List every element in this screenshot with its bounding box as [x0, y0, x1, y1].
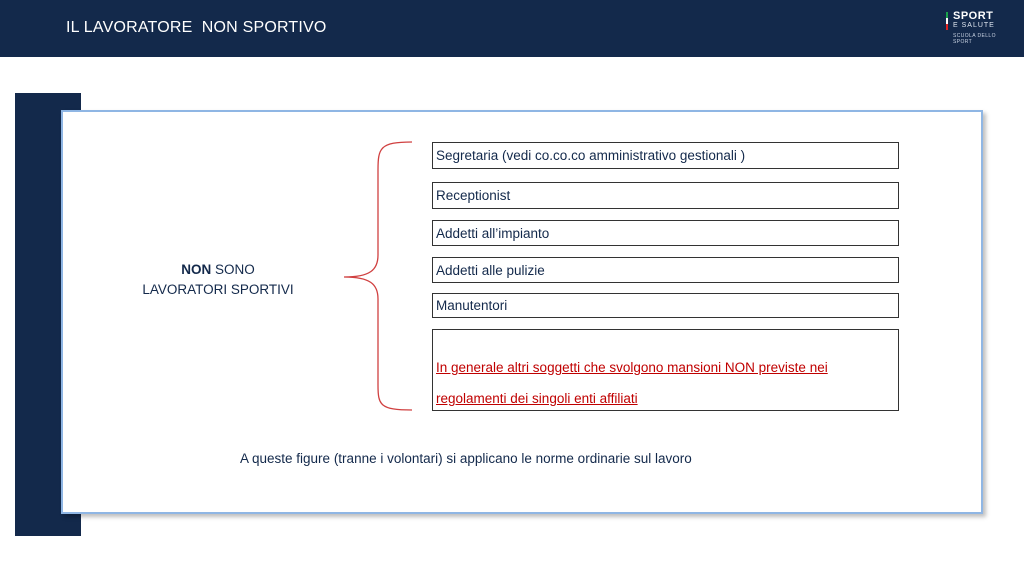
list-item — [432, 220, 899, 246]
non-sportivi-label — [130, 260, 306, 300]
label-lavoratori-sportivi: LAVORATORI SPORTIVI — [142, 282, 294, 297]
logo-text-sport: SPORT — [953, 10, 994, 22]
list-item — [432, 257, 899, 283]
list-item — [432, 293, 899, 318]
label-sono: SONO — [211, 262, 255, 277]
curly-brace — [340, 140, 420, 412]
list-item-text: Addetti alle pulizie — [436, 262, 545, 278]
list-item-text: Receptionist — [436, 188, 511, 203]
footer-note: A queste figure (tranne i volontari) si applicano le norme ordinarie sul lavoro — [240, 451, 692, 466]
list-item — [432, 182, 899, 209]
list-item — [432, 142, 899, 169]
highlight-item-text: In generale altri soggetti che svolgono mansioni NON previste nei regolamenti dei singoli enti affiliati — [436, 360, 828, 406]
list-item-text: Segretaria (vedi co.co.co amministrativo gestionali ) — [436, 148, 746, 163]
logo-text-salute: E SALUTE — [953, 22, 995, 29]
page-title: IL LAVORATORE NON SPORTIVO — [66, 19, 327, 36]
logo-text-scuola: SCUOLA DELLO SPORT — [953, 33, 996, 45]
sport-e-salute-logo — [946, 10, 1010, 46]
logo-tricolor-bar — [946, 12, 948, 30]
header-bar — [0, 0, 1024, 57]
label-strong-non: NON — [181, 262, 212, 277]
highlight-list-item — [432, 329, 899, 411]
list-item-text: Addetti all’impianto — [436, 225, 550, 241]
list-item-text: Manutentori — [436, 298, 508, 313]
